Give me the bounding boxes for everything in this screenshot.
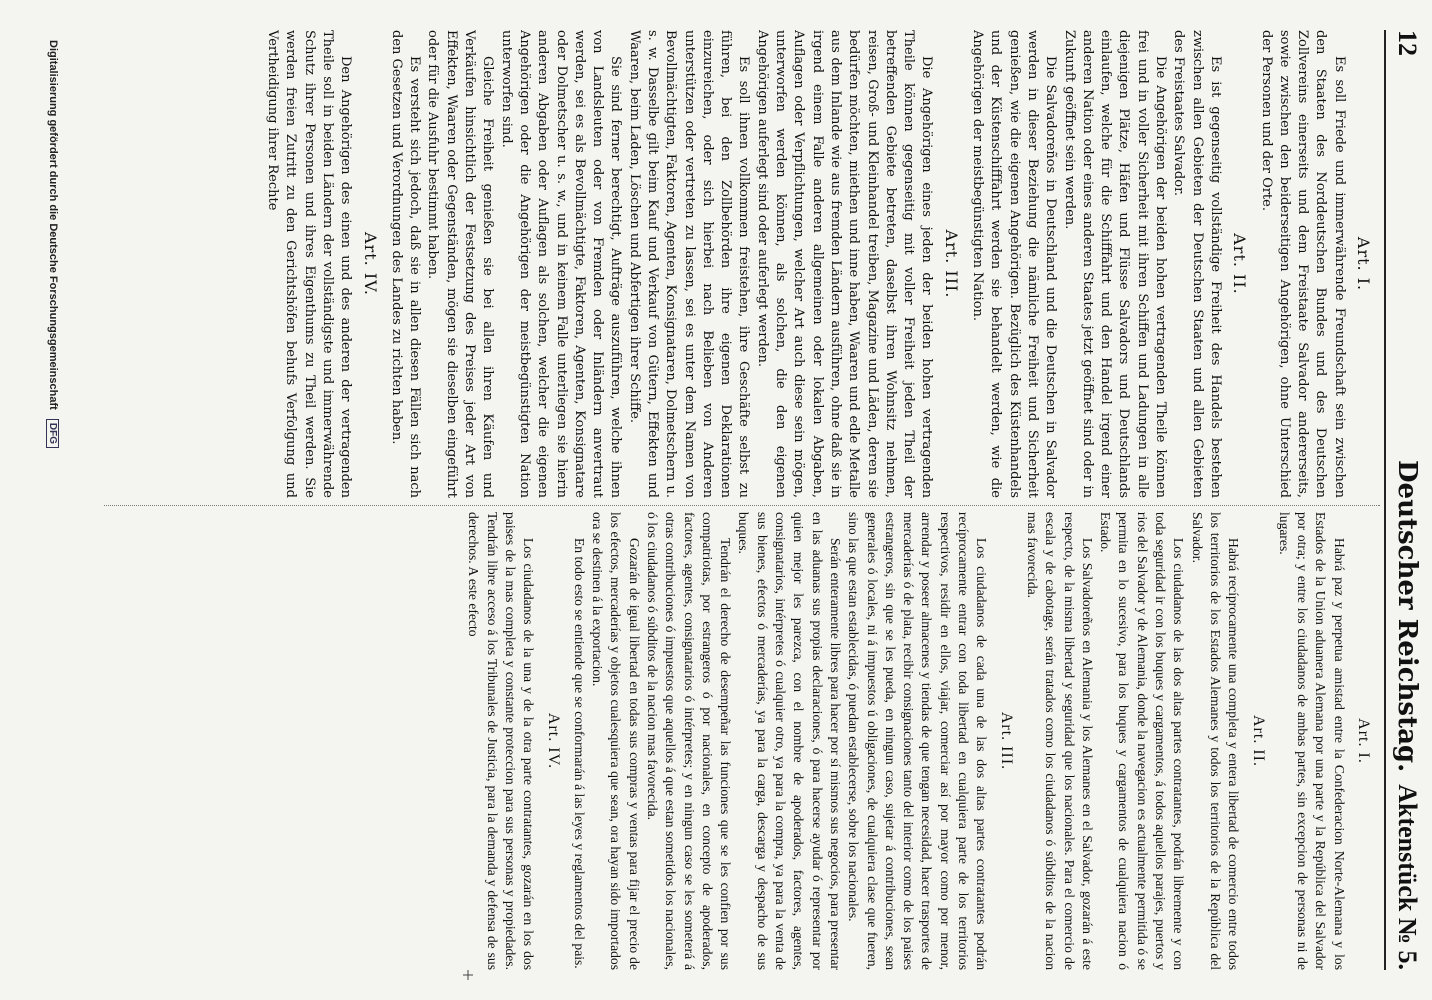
article-heading: Art. II. <box>1230 233 1250 295</box>
article-paragraph: Habrá recíprocamente una completa y entera libertad de comercio entre todos los territorios de los Estados Alemanes y todos los territorios de la República del Salvador. <box>1189 512 1242 970</box>
column-divider <box>104 505 1380 506</box>
article-paragraph: Tendrán el derecho de desempeñar las funciones que se les confien por sus compatriotas, por estrangeros ó por nacionales, en concepto de apoderados, factores, agentes, consignatarios ó intérpretes; y en ningun caso se les someterá á otras contribuciones ó impuestos que aquellos á que estan sometidos los nacionales, ó los ciudadanos ó súbditos de la nacion mas favorecida. <box>645 512 734 970</box>
article-heading: Art. I. <box>1355 718 1372 764</box>
digitization-credit <box>46 40 59 448</box>
article-paragraph: En todo esto se entiende que se conformarán á las leyes y reglamentos del pais. <box>571 538 587 969</box>
document-reference: Aktenstück № 5. <box>1393 784 1422 970</box>
article-paragraph: Los ciudadanos de las dos altas partes contratantes, podrán libremente y con toda seguridad ir con los buques y cargamentos, á todos aquellos parajes, puertos y rios del Salvador y de Alemania, donde la navegacion es actualmente permitida ó se permita en lo sucesivo, para los buques y cargamentos de cualquiera nacion ó Estado. <box>1098 512 1187 970</box>
article-paragraph: Gozarán de igual libertad en todas sus compras y ventas para fijar el precio de los efectos, mercaderías y objetos cualesquiera que sean, ora hayan sido importados ora se destinen á la exportacion. <box>590 512 642 970</box>
article-heading: Art. IV. <box>544 712 562 770</box>
spanish-column <box>104 512 1380 970</box>
running-header <box>1388 30 1422 970</box>
article-paragraph: Die Angehörigen eines jeden der beiden hohen vertragenden Theile können gegenseitig mit voller Freiheit jeden Theil der betreffenden Gebiete betreten, daselbst ihren Wohnsitz nehmen, reisen, Groß- und Kleinhandel treiben, Magazine und Läden, deren sie bedürfen möchten, miethen und inne haben, Waaren und edle Metalle aus dem Inlande wie aus fremden Ländern ausführen, ohne daß sie in irgend einem Falle anderen allgemeinen oder lokalen Abgaben, Auflagen oder Verpflichtungen, welcher Art auch diese sein mögen, unterworfen werden können, als solchen, die den eigenen Angehörigen auferlegt sind oder auferlegt werden. <box>754 30 935 498</box>
article-paragraph: Es soll Friede und immerwährende Freundschaft sein zwischen den Staaten des Norddeutschen Bundes und des Deutschen Zollvereins einerseits und dem Freistaate Salvador andererseits, sowie zwischen den beiderseitigen Angehörigen, ohne Unterschied der Personen und der Orte. <box>1258 30 1347 498</box>
header-rule <box>1384 30 1386 970</box>
article-paragraph: Die Salvadoreños in Deutschland und die Deutschen in Salvador werden in dieser Beziehung die nämliche Freiheit und Sicherheit genießen, wie die eigenen Angehörigen. Bezüglich des Küstenhandels und der Küstenschifffahrt werden sie behandelt werden, wie die Angehörigen der meistbegünstigten Nation. <box>970 30 1059 498</box>
article-paragraph: Habrá paz y perpetua amistad entre la Confederacion Norte-Alemana y los Estados de la Union aduanera Alemana por una parte y la República del Salvador por otra; y entre los ciudadanos de ambas partes, sin excepcion de personas ni de lugares. <box>1276 512 1347 970</box>
article-heading: Art. II. <box>1249 715 1267 767</box>
page-number: 12 <box>1393 30 1422 56</box>
rotated-page-content <box>32 0 1432 1000</box>
article-paragraph: Sie sind ferner berechtigt, Aufträge auszuführen, welche ihnen von Landsleuten oder von Fremden oder Inländern anvertraut werden, sei es als Bevollmächtigte, Faktoren, Agenten, Konsignatare oder Dolmetscher u. s. w., und in keinem Falle unterliegen sie hierin anderen Abgaben oder Auflagen als solchen, welcher die eigenen Angehörigen oder die Angehörigen der meistbegünstigten Nation unterworfen sind. <box>498 30 624 498</box>
article-paragraph: Es versteht sich jedoch, daß sie in allen diesen Fällen sich nach den Gesetzen und Verordnungen des Landes zu richten haben. <box>388 30 423 498</box>
article-paragraph: Los ciudadanos de cada una de las dos altas partes contratantes podrán recíprocamente entrar con toda libertad en cualquiera parte de los territorios respectivos, residir en ellos, viajar, comerciar así por mayor como por menor, arrendar y poseer almacenes y tiendas de que tengan necesidad, hacer trasportes de mercaderías ó de plata, recibir consignaciones tanto del interior como de los paises estrangeros, sin que se les pueda, en ningun caso, sujetar á contribuciones, sean generales ó locales, ni á impuestos ú obligaciones, de cualquiera clase que fueren, sino las que estan establecidas, ó puedan establecerse, sobre los nacionales. <box>846 512 990 970</box>
article-paragraph: Es ist gegenseitig vollständige Freiheit des Handels bestehen zwischen allen Gebieten der Deutschen Staaten und allen Gebieten des Freistaates Salvador. <box>1171 30 1223 498</box>
article-heading: Art. III. <box>941 229 961 299</box>
publication-title: Deutscher Reichstag. <box>1392 460 1422 773</box>
article-paragraph: Die Angehörigen der beiden hohen vertragenden Theile können frei und in voller Sicherheit mit ihren Schiffen und Ladungen in alle diejenigen Plätze, Häfen und Flüsse Salvadors und Deutschlands einlaufen, welche für die Schifffahrt und den Handel irgend einer anderen Nation oder eines anderen Staates jetzt geöffnet sind oder in Zukunft geöffnet sein werden. <box>1061 30 1169 498</box>
german-column <box>104 30 1380 498</box>
dfg-logo: DFG <box>46 419 59 448</box>
article-paragraph: Gleiche Freiheit genießen sie bei allen ihren Käufen und Verkäufen hinsichtlich der Festsetzung des Preises jeder Art von Effekten, Waaren oder Gegenständen, mögen sie dieselben eingeführt oder für die Ausfuhr bestimmt haben. <box>425 30 496 498</box>
credit-text: Digitalisierung gefördert durch die Deutsche Forschungsgemeinschaft <box>47 40 59 410</box>
article-paragraph: Serán enteramente libres para hacer por sí mismos sus negocios, para presentar en las aduanas sus propias declaraciones, ó para hacerse ayudar ó representar por quien mejor les parezca, con el nombre de apoderados, factores, agentes, consignatarios, intérpretes ó cualquier otro, ya para la compra, ya para la venta de sus bienes, efectos ó mercaderías, ya para la carga, descarga y despacho de sus buques. <box>736 512 843 970</box>
mouse-cursor-icon <box>463 970 473 980</box>
article-heading: Art. III. <box>997 711 1015 771</box>
article-paragraph: Los ciudadanos de la una y de la otra parte contratantes, gozarán en los dos paises de la mas completa y constante proteccion para sus personas y propiedades. Tendrán libre acceso á los Tribunales de Justicia, para la demanda y defensa de sus derechos. A este efecto <box>466 512 537 970</box>
article-paragraph: Den Angehörigen des einen und des anderen der vertragenden Theile soll in beiden Ländern der vollständigste und immerwährende Schutz ihrer Personen und ihres Eigenthums zu Theil werden. Sie werden freien Zutritt zu den Gerichtshöfen behufs Verfolgung und Vertheidigung ihrer Rechte <box>265 30 354 498</box>
article-paragraph: Es soll ihnen vollkommen freistehen, ihre Geschäfte selbst zu führen, bei den Zollbehörden ihre eigenen Deklarationen einzureichen, oder sich hierbei nach Belieben von Anderen unterstützen oder vertreten zu lassen, sei es unter dem Namen von Bevollmächtigten, Faktoren, Agenten, Konsignataren, Dolmetschern u. s. w. Dasselbe gilt beim Kauf und Verkauf von Gütern, Effekten und Waaren, beim Laden, Löschen und Abfertigen ihrer Schiffe. <box>626 30 752 498</box>
article-paragraph: Los Salvadoreños en Alemania y los Alemanes en el Salvador, gozarán á este respecto, de la misma libertad y seguridad que los nacionales. Para el comercio de escala y de cabotage, serán tratados como los ciudadanos ó súbditos de la nacion mas favorecida. <box>1024 512 1095 970</box>
article-heading: Art. I. <box>1354 236 1373 292</box>
article-heading: Art. IV. <box>360 232 380 296</box>
